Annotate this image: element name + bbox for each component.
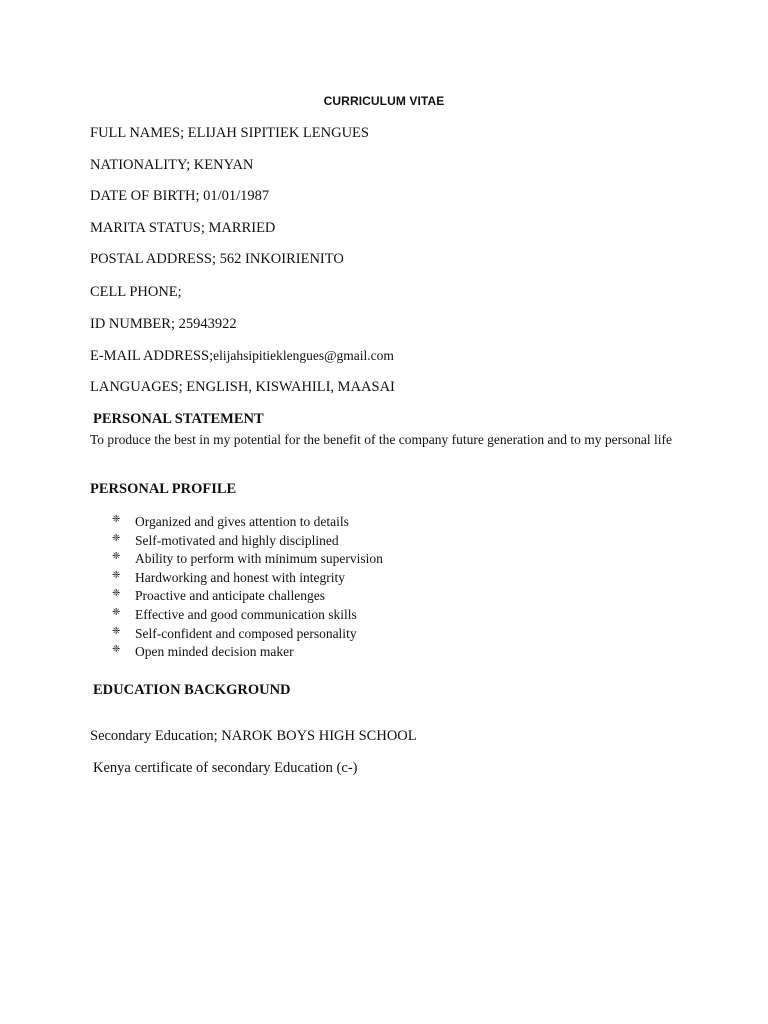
list-item bbox=[112, 643, 383, 662]
field-label: POSTAL ADDRESS; bbox=[90, 251, 220, 267]
field-full-names bbox=[90, 125, 369, 142]
field-postal-address bbox=[90, 251, 344, 268]
list-item-text: Open minded decision maker bbox=[135, 644, 294, 660]
field-nationality bbox=[90, 157, 253, 174]
email-value: elijahsipitieklengues@gmail.com bbox=[213, 348, 394, 363]
personal-profile-list bbox=[112, 513, 383, 662]
bullet-icon: ❈ bbox=[112, 551, 121, 563]
bullet-icon: ❈ bbox=[112, 588, 121, 600]
field-label: E-MAIL ADDRESS; bbox=[90, 348, 214, 364]
bullet-icon: ❈ bbox=[112, 569, 121, 581]
field-cell-phone bbox=[90, 284, 182, 301]
field-label: FULL NAMES; bbox=[90, 125, 188, 141]
list-item-text: Hardworking and honest with integrity bbox=[135, 569, 345, 585]
field-label: CELL PHONE; bbox=[90, 284, 182, 300]
personal-statement-text: To produce the best in my potential for the benefit of the company future generation and to my personal life bbox=[90, 432, 672, 447]
list-item bbox=[112, 569, 383, 588]
field-label: NATIONALITY; bbox=[90, 157, 194, 173]
field-date-of-birth bbox=[90, 188, 269, 205]
secondary-school-name: NAROK BOYS HIGH SCHOOL bbox=[221, 728, 417, 744]
field-value: ENGLISH, KISWAHILI, MAASAI bbox=[186, 379, 395, 395]
list-item bbox=[112, 625, 383, 644]
secondary-education-line bbox=[90, 728, 417, 745]
list-item-text: Ability to perform with minimum supervision bbox=[135, 551, 383, 567]
field-value: ELIJAH SIPITIEK LENGUES bbox=[187, 125, 369, 141]
bullet-icon: ❈ bbox=[112, 514, 121, 525]
bullet-icon: ❈ bbox=[112, 644, 121, 656]
field-id-number bbox=[90, 316, 237, 333]
certificate-line: Kenya certificate of secondary Education (c-) bbox=[93, 760, 358, 776]
document-title: CURRICULUM VITAE bbox=[323, 94, 445, 108]
secondary-education-label: Secondary Education; bbox=[90, 728, 222, 744]
field-value: 562 INKOIRIENITO bbox=[219, 251, 344, 267]
list-item bbox=[112, 587, 383, 606]
field-value: 25943922 bbox=[178, 316, 237, 332]
bullet-icon: ❈ bbox=[112, 625, 121, 637]
personal-statement-heading: PERSONAL STATEMENT bbox=[93, 411, 264, 427]
education-heading: EDUCATION BACKGROUND bbox=[93, 682, 291, 698]
list-item-text: Proactive and anticipate challenges bbox=[135, 588, 326, 604]
list-item-text: Self-confident and composed personality bbox=[135, 625, 357, 641]
list-item bbox=[112, 606, 383, 625]
list-item bbox=[112, 550, 383, 569]
personal-profile-heading: PERSONAL PROFILE bbox=[90, 481, 237, 497]
list-item bbox=[112, 513, 383, 532]
list-item-text: Effective and good communication skills bbox=[135, 606, 357, 622]
field-languages bbox=[90, 379, 395, 396]
bullet-icon: ❈ bbox=[112, 606, 121, 618]
list-item-text: Organized and gives attention to details bbox=[135, 514, 349, 529]
field-email-address bbox=[90, 348, 394, 365]
list-item-text: Self-motivated and highly disciplined bbox=[135, 532, 339, 548]
field-label: DATE OF BIRTH; bbox=[90, 188, 204, 204]
field-label: LANGUAGES; bbox=[90, 379, 187, 395]
list-item bbox=[112, 532, 383, 551]
bullet-icon: ❈ bbox=[112, 532, 121, 544]
field-label: ID NUMBER; bbox=[90, 316, 179, 332]
field-value: 01/01/1987 bbox=[203, 188, 270, 204]
field-marital-status bbox=[90, 220, 275, 237]
field-value: MARRIED bbox=[208, 220, 276, 236]
field-value: KENYAN bbox=[193, 157, 254, 173]
field-label: MARITA STATUS; bbox=[90, 220, 209, 236]
